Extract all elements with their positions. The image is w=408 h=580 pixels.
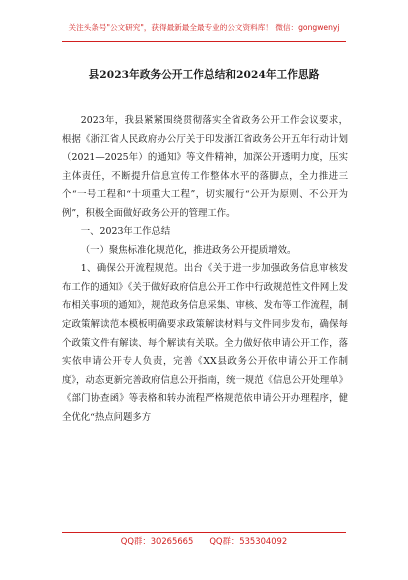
intro-paragraph: 2023年，我县紧紧围绕贯彻落实全省政务公开工作会议要求，根据《浙江省人民政府办公厅关于印发浙江省政务公开五年行动计划（2021—2025年）的通知》等文件精神，加深公开透明力度，压实主体责任，不断提升信息宣传工作整体水平的落脚点，全力推进三个“一号工程和“十项重大工程”，切实履行“公开为原则、不公开为例”，积极全面做好政务公开的管理工作。 [62,115,348,219]
footer-qq-group-2: QQ群：535304092 [209,536,288,546]
document-title: 县2023年政务公开工作总结和2024年工作思路 [88,69,320,81]
footer-qq-group-1: QQ群：30265665 [120,536,194,546]
subsection-heading: （一）聚焦标准化规范化，推进政务公开提质增效。 [80,244,297,256]
document-body [62,112,348,427]
header-divider [62,41,346,42]
section-heading: 一、2023年工作总结 [80,226,171,238]
footer-divider [62,532,346,533]
item-paragraph: 1、确保公开流程规范。出台《关于进一步加强政务信息审核发布工作的通知》《关于做好政府信息公开工作中行政规范性文件网上发布相关事项的通知》，规范政务信息采集、审核、发布等工作流程，制定政策解读范本模板明确要求政策解读材料与文件同步发布，确保每个政策文件有解读、每个解读有关联。全力做好依申请公开工作，落实依申请公开专人负责，完善《XX县政务公开依申请公开工作制度》，动态更新完善政府信息公开指南，统一规范《信息公开处理单》《部门协查函》等表格和转办流程严格规范依申请公开办理程序，健全优化“热点问题多方 [62,263,348,423]
header-banner: 关注头条号"公文研究"，获得最新最全最专业的公文资料库！ 微信：gongwenyj [68,23,340,32]
footer-contact [0,535,408,547]
